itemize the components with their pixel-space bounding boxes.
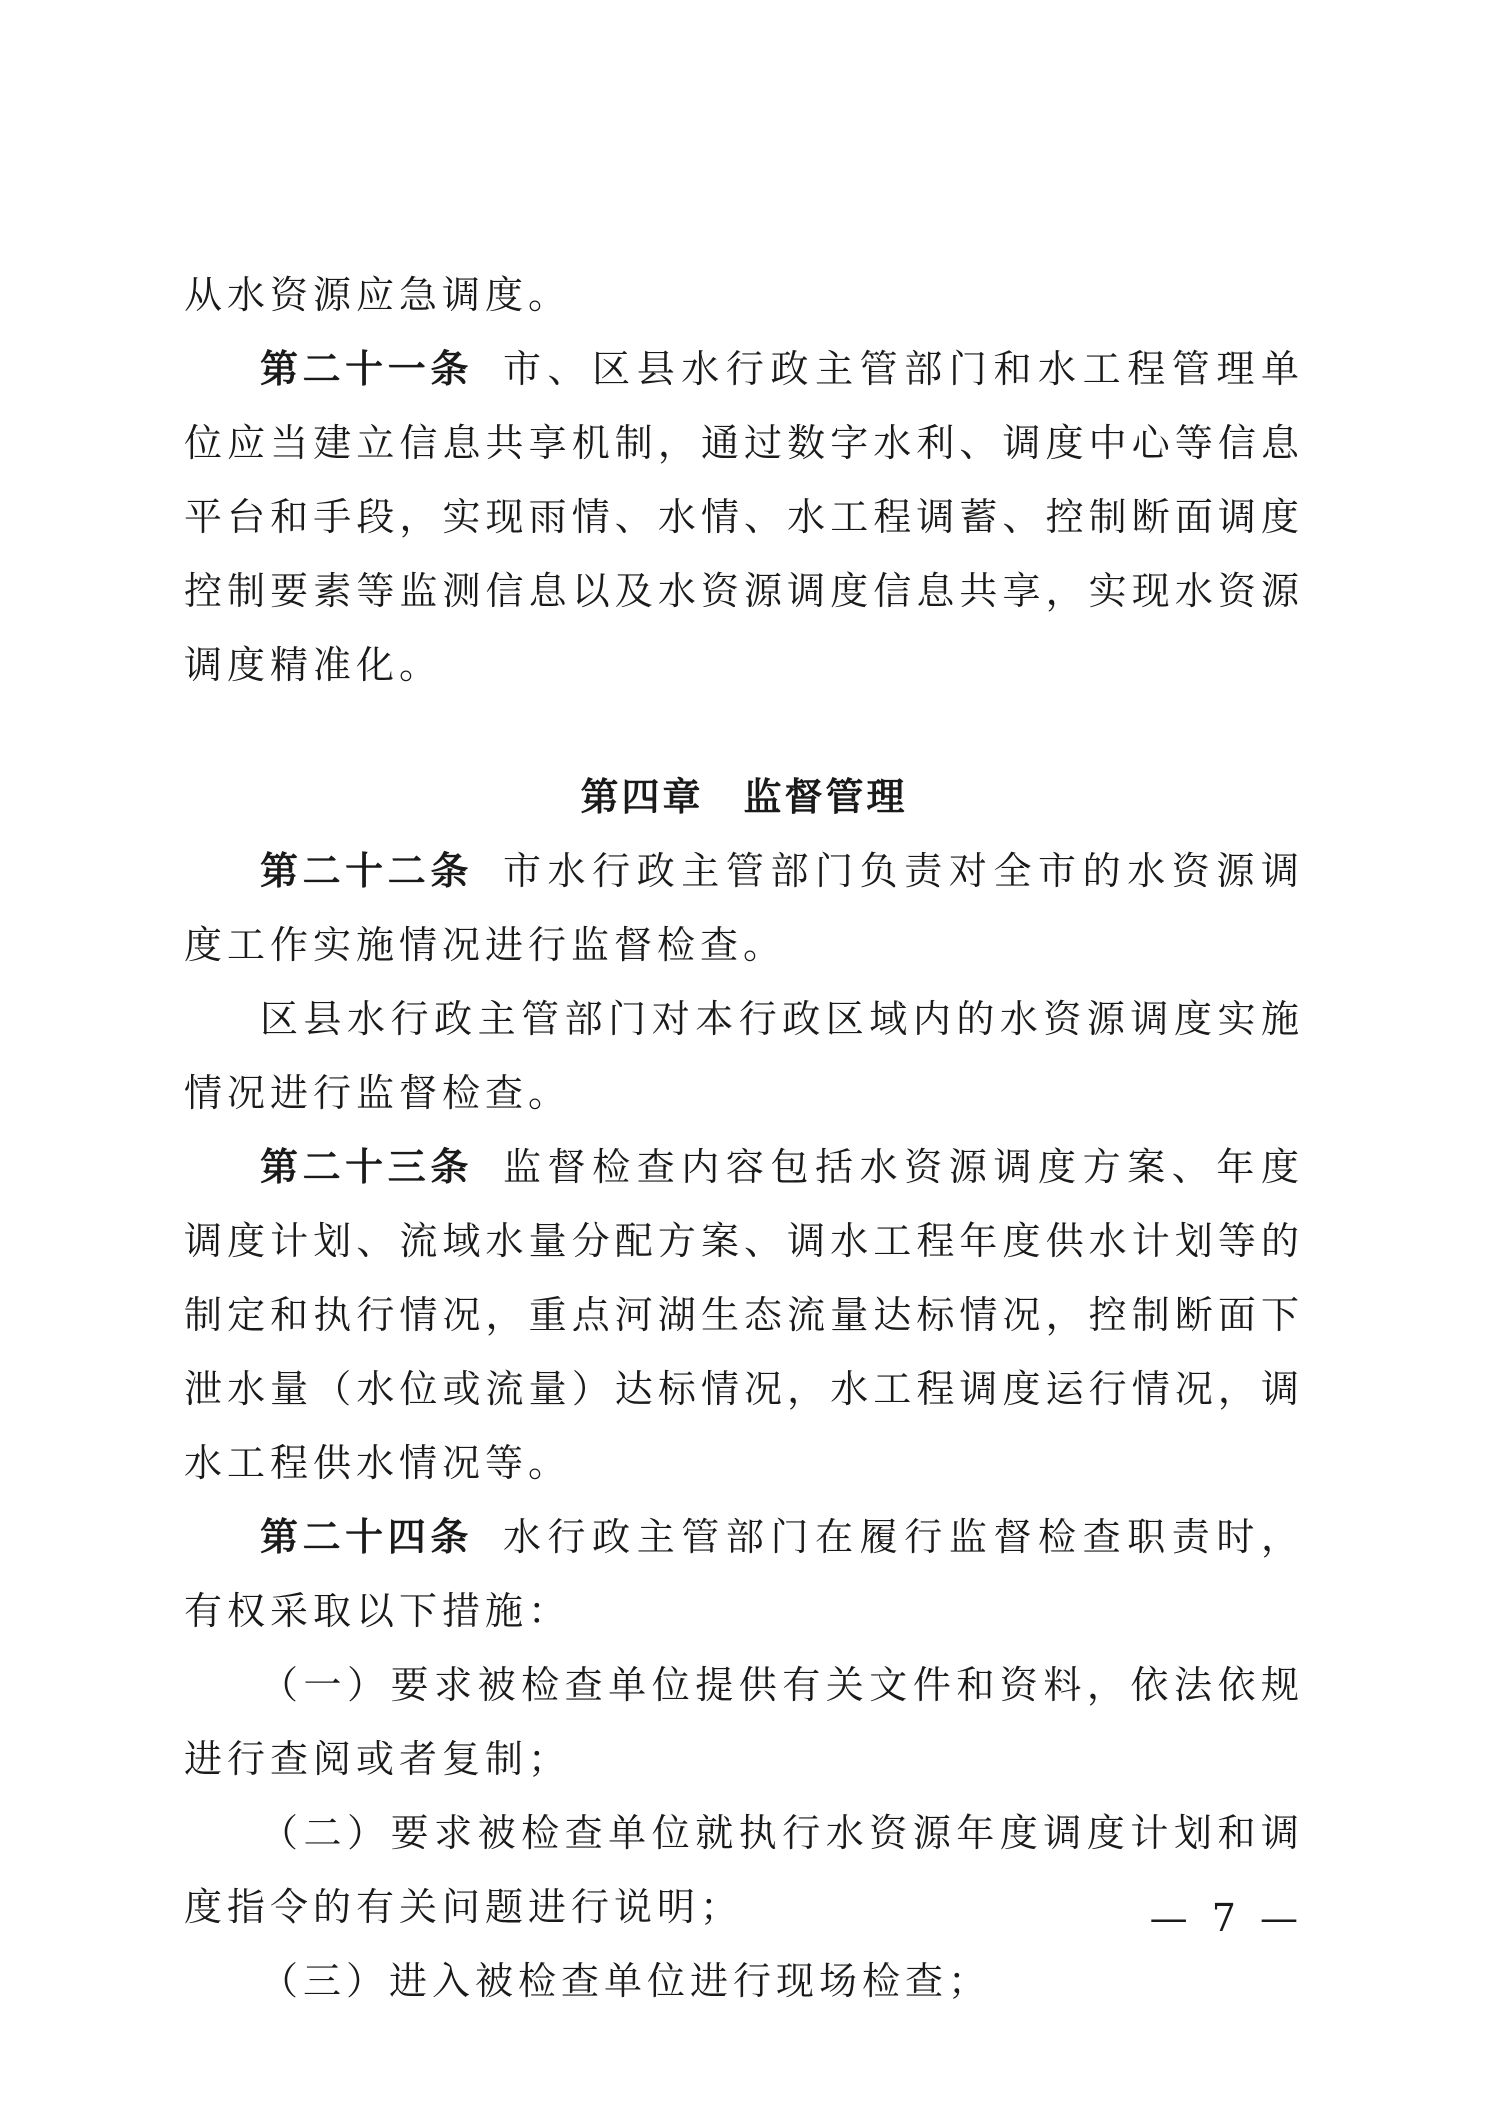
article-22-text: 市水行政主管部门负责对全市的水资源调度工作实施情况进行监督检查。: [184, 849, 1304, 967]
article-24-item-2: （二）要求被检查单位就执行水资源年度调度计划和调度指令的有关问题进行说明；: [184, 1811, 1304, 1929]
chapter-title: 监督管理: [743, 775, 908, 819]
article-22-heading: 第二十二条: [260, 849, 473, 893]
article-21-heading: 第二十一条: [260, 347, 473, 391]
article-24-text: 水行政主管部门在履行监督检查职责时，有权采取以下措施：: [184, 1515, 1304, 1633]
article-21: [184, 332, 1304, 702]
article-24-item-1: （一）要求被检查单位提供有关文件和资料，依法依规进行查阅或者复制；: [184, 1663, 1304, 1781]
article-23-heading: 第二十三条: [260, 1145, 473, 1189]
article-24-heading: 第二十四条: [260, 1515, 473, 1559]
article-22-paragraph-2: 区县水行政主管部门对本行政区域内的水资源调度实施情况进行监督检查。: [184, 997, 1304, 1115]
article-21-text: 市、区县水行政主管部门和水工程管理单位应当建立信息共享机制，通过数字水利、调度中心等信息平台和手段，实现雨情、水情、水工程调蓄、控制断面调度控制要素等监测信息以及水资源调度信息共享，实现水资源调度精准化。: [184, 347, 1304, 687]
page-number: — 7 —: [1149, 1896, 1304, 1940]
chapter-number: 第四章: [580, 775, 704, 819]
article-24: [184, 1500, 1304, 1648]
article-23: [184, 1130, 1304, 1500]
continuation-paragraph: 从水资源应急调度。: [184, 273, 572, 317]
chapter-heading: [184, 760, 1304, 834]
article-22: [184, 834, 1304, 982]
article-23-text: 监督检查内容包括水资源调度方案、年度调度计划、流域水量分配方案、调水工程年度供水计划等的制定和执行情况，重点河湖生态流量达标情况，控制断面下泄水量（水位或流量）达标情况，水工程调度运行情况，调水工程供水情况等。: [184, 1145, 1304, 1485]
article-24-item-3: （三）进入被检查单位进行现场检查；: [260, 1959, 992, 2003]
page-body: [184, 258, 1304, 2018]
